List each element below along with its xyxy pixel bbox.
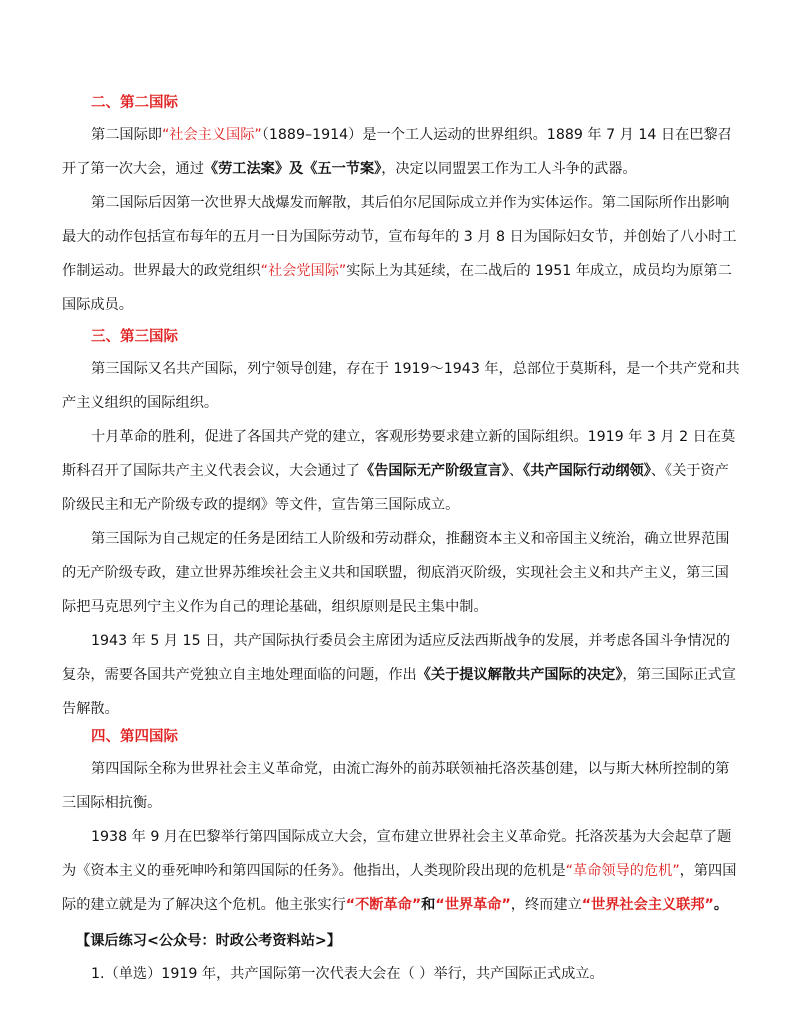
section-heading-fourth-international: 四、第四国际 bbox=[91, 729, 178, 745]
section3-body bbox=[62, 352, 742, 726]
paragraph: 1943 年 5 月 15 日，共产国际执行委员会主席团为适应反法西斯战争的发展，并考虑各国斗争情况的复杂，需要各国共产党独立自主地处理面临的问题，作出《关于提议解散共产国际的决定》，第三国际正式宣告解散。 bbox=[62, 633, 736, 717]
highlight-text: “不断革命” bbox=[345, 897, 422, 913]
highlight-text: “世界社会主义联邦” bbox=[581, 897, 714, 913]
paragraph: 第二国际即“社会主义国际”（1889–1914）是一个工人运动的世界组织。1889 年 7 月 14 日在巴黎召开了第一次大会，通过《劳工法案》及《五一节案》，决定以同盟罢工作为工人斗争的武器。 bbox=[62, 127, 732, 177]
section-heading-third-international: 三、第三国际 bbox=[91, 329, 178, 345]
bold-text: 《劳工法案》及《五一节案》 bbox=[203, 161, 382, 177]
paragraph: 1938 年 9 月在巴黎举行第四国际成立大会，宣布建立世界社会主义革命党。托洛茨基为大会起草了题为《资本主义的垂死呻吟和第四国际的任务》。他指出，人类现阶段出现的危机是“革命领导的危机”，第四国际的建立就是为了解决这个危机。他主张实行“不断革命”和“世界革命”，终而建立“世界社会主义联邦”。 bbox=[62, 829, 737, 913]
bold-text: 《共产国际行动纲领》 bbox=[523, 463, 651, 479]
highlight-text: “社会主义国际” bbox=[161, 127, 262, 143]
section2-body bbox=[62, 118, 742, 322]
exercise-title: 【课后练习<公众号：时政公考资料站>】 bbox=[76, 933, 341, 949]
paragraph: 第三国际又名共产国际，列宁领导创建，存在于 1919～1943 年，总部位于莫斯科，是一个共产党和共产主义组织的国际组织。 bbox=[62, 361, 740, 411]
paragraph: 第二国际后因第一次世界大战爆发而解散，其后伯尔尼国际成立并作为实体运作。第二国际所作出影响最大的动作包括宣布每年的五月一日为国际劳动节，宣布每年的 3 月 8 日为国际妇女节，并创始了八小时工作制运动。世界最大的政党组织“社会党国际”实际上为其延续，在二战后的 1951 年成立，成员均为原第二国际成员。 bbox=[62, 195, 737, 313]
paragraph: 第四国际全称为世界社会主义革命党，由流亡海外的前苏联领袖托洛茨基创建，以与斯大林所控制的第三国际相抗衡。 bbox=[62, 761, 730, 811]
highlight-text: “革命领导的危机” bbox=[565, 863, 680, 879]
section-heading-second-international: 二、第二国际 bbox=[91, 95, 178, 111]
section4-body bbox=[62, 752, 742, 922]
question-1: 1.（单选）1919 年，共产国际第一次代表大会在（ ）举行，共产国际正式成立。 bbox=[91, 966, 604, 982]
bold-text: 《关于提议解散共产国际的决定》 bbox=[416, 667, 623, 683]
highlight-text: “世界革命” bbox=[435, 897, 511, 913]
paragraph: 十月革命的胜利，促进了各国共产党的建立，客观形势要求建立新的国际组织。1919 年 3 月 2 日在莫斯科召开了国际共产主义代表会议，大会通过了《告国际无产阶级宣言》、《共产国际行动纲领》、《关于资产阶级民主和无产阶级专政的提纲》等文件，宣告第三国际成立。 bbox=[62, 429, 736, 513]
paragraph: 第三国际为自己规定的任务是团结工人阶级和劳动群众，推翻资本主义和帝国主义统治，确立世界范围的无产阶级专政，建立世界苏维埃社会主义共和国联盟，彻底消灭阶级，实现社会主义和共产主义，第三国际把马克思列宁主义作为自己的理论基础，组织原则是民主集中制。 bbox=[62, 531, 730, 615]
highlight-text: “社会党国际” bbox=[260, 263, 347, 279]
bold-text: 《告国际无产阶级宣言》 bbox=[359, 463, 509, 479]
